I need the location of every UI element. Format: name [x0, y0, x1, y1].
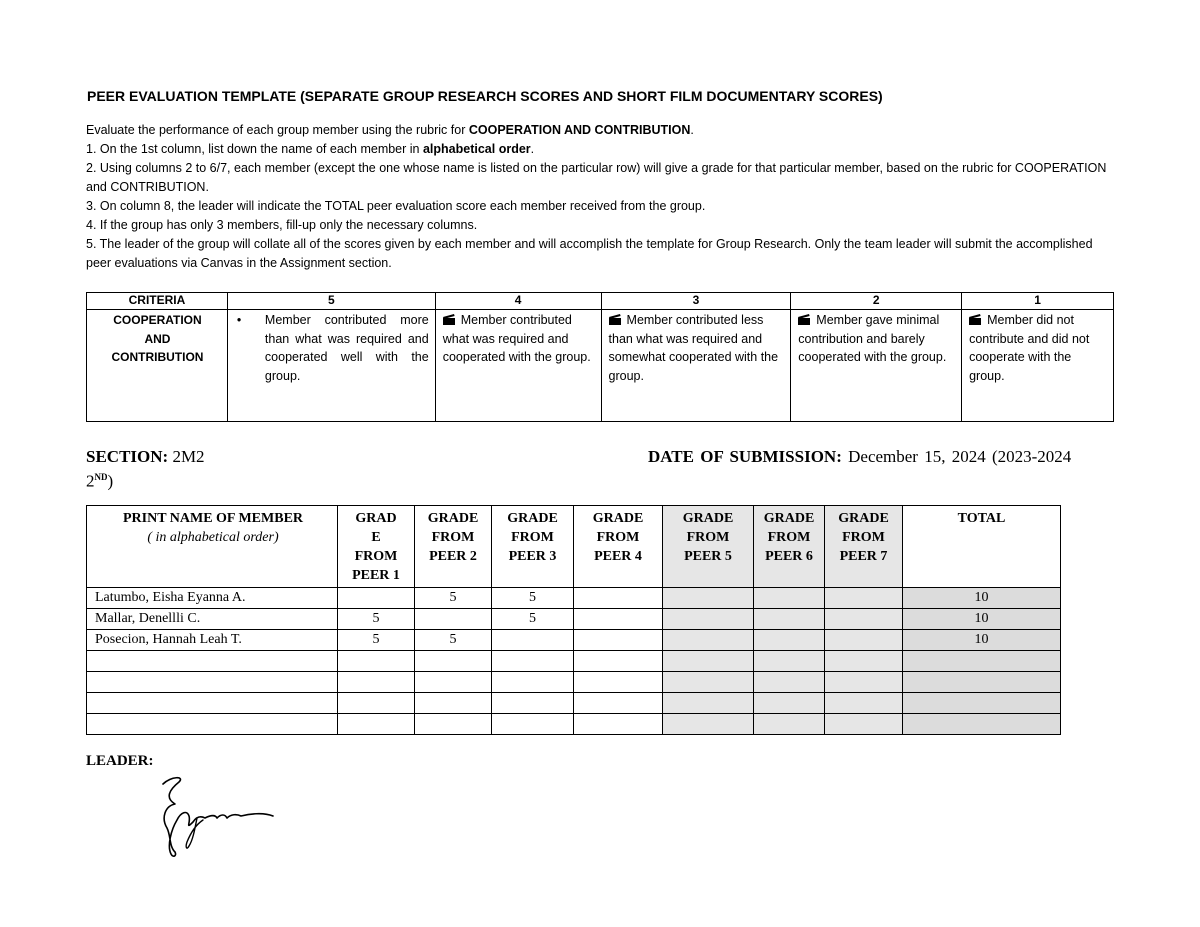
leader-label: LEADER: — [86, 753, 154, 769]
grades-table — [86, 505, 1061, 735]
grade-cell-p1 — [338, 693, 415, 714]
total-cell — [903, 672, 1061, 693]
header-peer-3: GRADE FROM PEER 3 — [492, 506, 574, 588]
clapperboard-icon — [443, 314, 455, 325]
rubric-header-3: 3 — [601, 293, 791, 310]
header-peer-5: GRADE FROM PEER 5 — [663, 506, 754, 588]
criteria-line: CONTRIBUTION — [111, 350, 204, 364]
grade-cell-p2 — [415, 672, 492, 693]
grade-cell-p3: 5 — [492, 609, 574, 630]
header-total: TOTAL — [903, 506, 1061, 588]
header-peer-2: GRADE FROM PEER 2 — [415, 506, 492, 588]
grade-cell-p6 — [754, 651, 825, 672]
instruction-5: 5. The leader of the group will collate all of the scores given by each member and will accomplish the template for Group Research. Only the team leader will submit the accomplished peer evaluations via Canvas in the Assignment section. — [86, 237, 1093, 270]
total-cell: 10 — [903, 609, 1061, 630]
grade-cell-p7 — [825, 630, 903, 651]
grade-cell-p2 — [415, 693, 492, 714]
grade-cell-p1 — [338, 588, 415, 609]
rubric-desc-1-text: Member did not contribute and did not cooperate with the group. — [969, 313, 1090, 383]
grade-cell-p6 — [754, 714, 825, 735]
grade-cell-p6 — [754, 693, 825, 714]
clapperboard-icon — [969, 314, 981, 325]
grade-cell-p3 — [492, 651, 574, 672]
grade-cell-p5 — [663, 588, 754, 609]
table-row — [87, 588, 1061, 609]
total-cell: 10 — [903, 588, 1061, 609]
instructions — [86, 121, 1116, 273]
instruction-2: 2. Using columns 2 to 6/7, each member (except the one whose name is listed on the particular row) will give a grade for that particular member, based on the rubric for COOPERATION and CONTRIBUTION. — [86, 161, 1107, 194]
grade-cell-p5 — [663, 651, 754, 672]
grade-cell-p1: 5 — [338, 609, 415, 630]
grade-cell-p6 — [754, 609, 825, 630]
grade-cell-p3 — [492, 714, 574, 735]
grade-cell-p7 — [825, 651, 903, 672]
grade-cell-p7 — [825, 693, 903, 714]
grades-header-row — [87, 506, 1061, 588]
grade-cell-p7 — [825, 588, 903, 609]
total-cell — [903, 693, 1061, 714]
rubric-desc-2-text: Member gave minimal contribution and barely cooperated with the group. — [798, 313, 947, 364]
header-peer-6: GRADE FROM PEER 6 — [754, 506, 825, 588]
grade-cell-p1 — [338, 672, 415, 693]
rubric-desc-4 — [435, 310, 601, 422]
grade-cell-p3 — [492, 630, 574, 651]
rubric-desc-3-text: Member contributed less than what was required and somewhat cooperated with the group. — [608, 313, 779, 383]
grade-cell-p4 — [574, 693, 663, 714]
member-name-cell — [87, 672, 338, 693]
instruction-4: 4. If the group has only 3 members, fill-up only the necessary columns. — [86, 218, 478, 232]
grade-cell-p6 — [754, 588, 825, 609]
rubric-header-2: 2 — [791, 293, 962, 310]
grade-cell-p1 — [338, 714, 415, 735]
table-row — [87, 651, 1061, 672]
document-title: PEER EVALUATION TEMPLATE (SEPARATE GROUP RESEARCH SCORES AND SHORT FILM DOCUMENTARY SCORES) — [87, 88, 883, 104]
grade-cell-p5 — [663, 714, 754, 735]
grade-cell-p4 — [574, 651, 663, 672]
rubric-header-5: 5 — [227, 293, 435, 310]
grade-cell-p2 — [415, 714, 492, 735]
table-row — [87, 714, 1061, 735]
header-peer-4: GRADE FROM PEER 4 — [574, 506, 663, 588]
grade-cell-p4 — [574, 609, 663, 630]
rubric-header-4: 4 — [435, 293, 601, 310]
header-member-name: PRINT NAME OF MEMBER ( in alphabetical order) — [87, 506, 338, 588]
grade-cell-p7 — [825, 714, 903, 735]
header-peer-7: GRADE FROM PEER 7 — [825, 506, 903, 588]
member-name-cell: Latumbo, Eisha Eyanna A. — [87, 588, 338, 609]
grade-cell-p3 — [492, 693, 574, 714]
criteria-line: COOPERATION — [113, 313, 202, 327]
grade-cell-p4 — [574, 714, 663, 735]
grade-cell-p1: 5 — [338, 630, 415, 651]
grade-cell-p4 — [574, 630, 663, 651]
rubric-desc-2 — [791, 310, 962, 422]
date-value: December 15, 2024 (2023-2024 — [848, 447, 1072, 466]
grade-cell-p2 — [415, 609, 492, 630]
grade-cell-p4 — [574, 672, 663, 693]
grade-cell-p6 — [754, 672, 825, 693]
date-field — [648, 446, 1071, 467]
grade-cell-p5 — [663, 630, 754, 651]
member-name-cell — [87, 714, 338, 735]
table-row — [87, 672, 1061, 693]
rubric-desc-4-text: Member contributed what was required and cooperated with the group. — [442, 313, 591, 364]
table-row — [87, 609, 1061, 630]
total-cell: 10 — [903, 630, 1061, 651]
grade-cell-p4 — [574, 588, 663, 609]
instructions-intro: Evaluate the performance of each group member using the rubric for COOPERATION AND CONTRIBUTION. — [86, 123, 694, 137]
date-label: DATE OF SUBMISSION: — [648, 447, 842, 466]
member-name-cell — [87, 693, 338, 714]
grade-cell-p7 — [825, 609, 903, 630]
total-cell — [903, 651, 1061, 672]
header-peer-1: GRAD E FROM PEER 1 — [338, 506, 415, 588]
member-name-cell: Mallar, Denellli C. — [87, 609, 338, 630]
table-row — [87, 693, 1061, 714]
grade-cell-p2 — [415, 651, 492, 672]
section-value: 2M2 — [172, 447, 205, 466]
grade-cell-p1 — [338, 651, 415, 672]
grade-cell-p2: 5 — [415, 588, 492, 609]
date-continuation: 2ND) — [86, 471, 114, 491]
clapperboard-icon — [798, 314, 810, 325]
rubric-criteria-cell — [87, 310, 228, 422]
leader-signature — [145, 770, 280, 865]
section-field — [86, 446, 205, 492]
section-label: SECTION: — [86, 447, 169, 466]
criteria-line: AND — [144, 331, 171, 346]
rubric-desc-3 — [601, 310, 791, 422]
grade-cell-p7 — [825, 672, 903, 693]
member-name-cell: Posecion, Hannah Leah T. — [87, 630, 338, 651]
bullet-icon: • — [236, 313, 242, 327]
rubric-header-1: 1 — [962, 293, 1114, 310]
rubric-header-criteria: CRITERIA — [87, 293, 228, 310]
rubric-table — [86, 292, 1114, 422]
instruction-3: 3. On column 8, the leader will indicate the TOTAL peer evaluation score each member received from the group. — [86, 199, 706, 213]
rubric-desc-1 — [962, 310, 1114, 422]
grade-cell-p5 — [663, 693, 754, 714]
grade-cell-p3: 5 — [492, 588, 574, 609]
rubric-desc-5-text: Member contributed more than what was required and cooperated well with the group. — [264, 313, 429, 383]
grade-cell-p2: 5 — [415, 630, 492, 651]
rubric-header-row — [87, 293, 1114, 310]
clapperboard-icon — [609, 314, 621, 325]
grade-cell-p3 — [492, 672, 574, 693]
grade-cell-p5 — [663, 672, 754, 693]
table-row — [87, 630, 1061, 651]
grade-cell-p6 — [754, 630, 825, 651]
total-cell — [903, 714, 1061, 735]
member-name-cell — [87, 651, 338, 672]
instruction-1: 1. On the 1st column, list down the name of each member in alphabetical order. — [86, 142, 535, 156]
rubric-row — [87, 310, 1114, 422]
grade-cell-p5 — [663, 609, 754, 630]
rubric-desc-5 — [227, 310, 435, 422]
